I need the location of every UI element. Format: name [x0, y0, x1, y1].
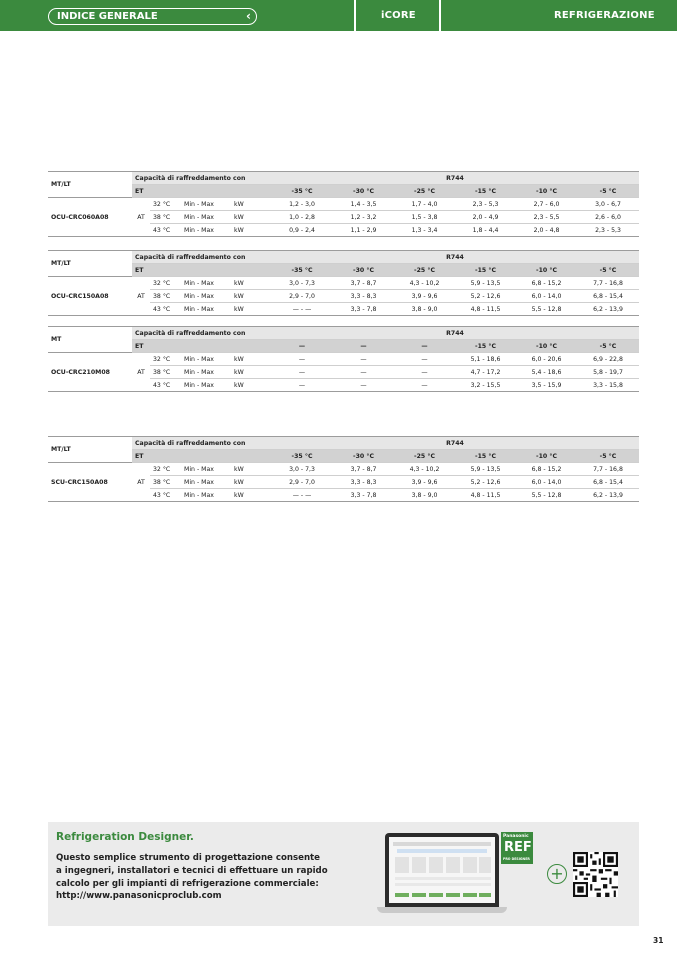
capacity-value: 6,2 - 13,9 — [577, 303, 639, 316]
capacity-value: — — [271, 353, 333, 366]
capacity-value: — - — — [271, 303, 333, 316]
unit-label: kW — [231, 366, 271, 379]
min-max-label: Min - Max — [181, 489, 231, 502]
plus-icon: + — [547, 864, 567, 884]
capacity-value: 5,2 - 12,6 — [455, 476, 516, 489]
model-name: OCU-CRC150A08 — [48, 277, 132, 316]
et-label: ET — [132, 185, 271, 198]
header-divider — [439, 0, 441, 31]
capacity-header-row — [48, 327, 639, 340]
table-row — [48, 277, 639, 290]
laptop-base — [377, 907, 507, 913]
et-label: ET — [132, 450, 271, 463]
promo-link[interactable]: http://www.panasonicproclub.com — [56, 891, 222, 902]
capacity-value: 3,9 - 9,6 — [394, 476, 455, 489]
et-label: ET — [132, 264, 271, 277]
ambient-temp: 38 °C — [150, 290, 181, 303]
capacity-value: 1,8 - 4,4 — [455, 224, 516, 237]
unit-label: kW — [231, 379, 271, 392]
capacity-value: 3,9 - 9,6 — [394, 290, 455, 303]
min-max-label: Min - Max — [181, 353, 231, 366]
unit-label: kW — [231, 463, 271, 476]
capacity-table — [48, 250, 639, 316]
capacity-table — [48, 326, 639, 392]
capacity-value: 7,7 - 16,8 — [577, 277, 639, 290]
capacity-value: 2,3 - 5,3 — [577, 224, 639, 237]
capacity-value: 6,0 - 14,0 — [516, 476, 577, 489]
ref-subtext: PRO DESIGNER — [503, 857, 530, 861]
evaporating-temp: -5 °C — [577, 264, 639, 277]
unit-label: kW — [231, 224, 271, 237]
ambient-temp: 32 °C — [150, 463, 181, 476]
capacity-value: 6,8 - 15,4 — [577, 290, 639, 303]
index-button[interactable] — [48, 8, 257, 25]
capacity-value: — — [394, 379, 455, 392]
ambient-temp: 32 °C — [150, 198, 181, 211]
table-row — [48, 463, 639, 476]
capacity-value: 5,5 - 12,8 — [516, 489, 577, 502]
evaporating-temp: -30 °C — [333, 264, 394, 277]
capacity-value: 2,3 - 5,3 — [455, 198, 516, 211]
capacity-value: — — [333, 366, 394, 379]
ref-text: REF — [504, 840, 532, 855]
capacity-value: 1,0 - 2,8 — [271, 211, 333, 224]
capacity-value: 0,9 - 2,4 — [271, 224, 333, 237]
unit-label: kW — [231, 290, 271, 303]
at-label: AT — [132, 463, 150, 502]
refrigerant-label: R744 — [271, 251, 639, 264]
capacity-value: 6,8 - 15,4 — [577, 476, 639, 489]
capacity-label: Capacità di raffreddamento con — [132, 251, 271, 264]
unit-label: kW — [231, 277, 271, 290]
et-header-row — [48, 264, 639, 277]
capacity-value: 5,9 - 13,5 — [455, 463, 516, 476]
model-name: OCU-CRC210M08 — [48, 353, 132, 392]
capacity-value: 3,3 - 7,8 — [333, 303, 394, 316]
capacity-value: — - — — [271, 489, 333, 502]
capacity-value: 3,8 - 9,0 — [394, 303, 455, 316]
ambient-temp: 38 °C — [150, 211, 181, 224]
capacity-value: 1,3 - 3,4 — [394, 224, 455, 237]
min-max-label: Min - Max — [181, 224, 231, 237]
brand-text: Panasonic — [503, 834, 529, 839]
page-number: 31 — [653, 936, 664, 945]
evaporating-temp: -15 °C — [455, 185, 516, 198]
ambient-temp: 32 °C — [150, 353, 181, 366]
capacity-value: 6,8 - 15,2 — [516, 463, 577, 476]
capacity-value: — — [394, 353, 455, 366]
promo-line: calcolo per gli impianti di refrigerazione commerciale: — [56, 878, 319, 889]
capacity-label: Capacità di raffreddamento con — [132, 172, 271, 185]
capacity-value: 4,3 - 10,2 — [394, 463, 455, 476]
unit-label: kW — [231, 476, 271, 489]
refrigerant-label: R744 — [271, 437, 639, 450]
capacity-value: 5,8 - 19,7 — [577, 366, 639, 379]
min-max-label: Min - Max — [181, 290, 231, 303]
capacity-value: 1,4 - 3,5 — [333, 198, 394, 211]
capacity-value: 5,2 - 12,6 — [455, 290, 516, 303]
category-label: MT — [48, 327, 132, 353]
capacity-value: — — [333, 379, 394, 392]
unit-label: kW — [231, 353, 271, 366]
capacity-value: 6,0 - 20,6 — [516, 353, 577, 366]
capacity-value: 4,8 - 11,5 — [455, 489, 516, 502]
evaporating-temp: -35 °C — [271, 450, 333, 463]
capacity-value: 3,0 - 7,3 — [271, 277, 333, 290]
capacity-value: 5,4 - 18,6 — [516, 366, 577, 379]
evaporating-temp: -10 °C — [516, 450, 577, 463]
capacity-value: 6,0 - 14,0 — [516, 290, 577, 303]
evaporating-temp: -15 °C — [455, 450, 516, 463]
section-refrigerazione[interactable]: REFRIGERAZIONE — [554, 10, 655, 21]
section-icore[interactable]: iCORE — [381, 10, 416, 21]
capacity-value: 2,6 - 6,0 — [577, 211, 639, 224]
min-max-label: Min - Max — [181, 476, 231, 489]
ambient-temp: 43 °C — [150, 303, 181, 316]
qr-code-icon[interactable] — [573, 852, 618, 897]
index-label: INDICE GENERALE — [57, 11, 158, 22]
unit-label: kW — [231, 211, 271, 224]
capacity-value: 3,7 - 8,7 — [333, 277, 394, 290]
min-max-label: Min - Max — [181, 303, 231, 316]
min-max-label: Min - Max — [181, 277, 231, 290]
category-label: MT/LT — [48, 251, 132, 277]
table-row — [48, 353, 639, 366]
capacity-value: 3,2 - 15,5 — [455, 379, 516, 392]
capacity-value: 4,3 - 10,2 — [394, 277, 455, 290]
capacity-value: 6,8 - 15,2 — [516, 277, 577, 290]
capacity-value: 2,0 - 4,9 — [455, 211, 516, 224]
evaporating-temp: -10 °C — [516, 185, 577, 198]
promo-title: Refrigeration Designer. — [56, 831, 194, 843]
capacity-value: 3,5 - 15,9 — [516, 379, 577, 392]
app-screenshot-icon — [389, 837, 495, 903]
evaporating-temp: -10 °C — [516, 264, 577, 277]
evaporating-temp: -5 °C — [577, 340, 639, 353]
evaporating-temp: -30 °C — [333, 450, 394, 463]
et-label: ET — [132, 340, 271, 353]
capacity-value: 6,2 - 13,9 — [577, 489, 639, 502]
category-label: MT/LT — [48, 437, 132, 463]
capacity-value: 1,7 - 4,0 — [394, 198, 455, 211]
capacity-value: 5,9 - 13,5 — [455, 277, 516, 290]
evaporating-temp: -15 °C — [455, 340, 516, 353]
capacity-value: 7,7 - 16,8 — [577, 463, 639, 476]
capacity-value: 1,2 - 3,0 — [271, 198, 333, 211]
screen-content — [389, 837, 495, 903]
table-row — [48, 198, 639, 211]
capacity-label: Capacità di raffreddamento con — [132, 437, 271, 450]
capacity-table — [48, 436, 639, 502]
refrigerant-label: R744 — [271, 327, 639, 340]
capacity-value: 2,7 - 6,0 — [516, 198, 577, 211]
et-header-row — [48, 185, 639, 198]
capacity-value: 3,3 - 7,8 — [333, 489, 394, 502]
ambient-temp: 32 °C — [150, 277, 181, 290]
capacity-value: 1,2 - 3,2 — [333, 211, 394, 224]
capacity-value: 4,7 - 17,2 — [455, 366, 516, 379]
min-max-label: Min - Max — [181, 463, 231, 476]
capacity-value: — — [271, 379, 333, 392]
evaporating-temp: -15 °C — [455, 264, 516, 277]
capacity-value: — — [271, 366, 333, 379]
refrigerant-label: R744 — [271, 172, 639, 185]
capacity-table — [48, 171, 639, 237]
capacity-value: 2,0 - 4,8 — [516, 224, 577, 237]
capacity-header-row — [48, 172, 639, 185]
capacity-value: 3,3 - 15,8 — [577, 379, 639, 392]
laptop-screen — [385, 833, 499, 907]
evaporating-temp: -25 °C — [394, 264, 455, 277]
evaporating-temp: — — [271, 340, 333, 353]
capacity-value: 6,9 - 22,8 — [577, 353, 639, 366]
at-label: AT — [132, 277, 150, 316]
model-name: OCU-CRC060A08 — [48, 198, 132, 237]
et-header-row — [48, 340, 639, 353]
min-max-label: Min - Max — [181, 211, 231, 224]
capacity-value: 3,8 - 9,0 — [394, 489, 455, 502]
model-name: SCU-CRC150A08 — [48, 463, 132, 502]
evaporating-temp: -35 °C — [271, 264, 333, 277]
laptop-image — [377, 833, 507, 919]
evaporating-temp: — — [394, 340, 455, 353]
ref-logo — [501, 832, 533, 864]
ambient-temp: 43 °C — [150, 379, 181, 392]
capacity-value: 5,1 - 18,6 — [455, 353, 516, 366]
capacity-value: 3,3 - 8,3 — [333, 290, 394, 303]
evaporating-temp: -25 °C — [394, 185, 455, 198]
capacity-value: 3,7 - 8,7 — [333, 463, 394, 476]
capacity-value: 3,0 - 6,7 — [577, 198, 639, 211]
evaporating-temp: -5 °C — [577, 185, 639, 198]
ambient-temp: 38 °C — [150, 476, 181, 489]
ambient-temp: 43 °C — [150, 489, 181, 502]
evaporating-temp: -30 °C — [333, 185, 394, 198]
capacity-value: 2,3 - 5,5 — [516, 211, 577, 224]
header-divider — [354, 0, 356, 31]
capacity-value: 3,3 - 8,3 — [333, 476, 394, 489]
capacity-value: — — [333, 353, 394, 366]
promo-line: a ingegneri, installatori e tecnici di effettuare un rapido — [56, 865, 328, 876]
unit-label: kW — [231, 303, 271, 316]
capacity-value: 2,9 - 7,0 — [271, 290, 333, 303]
top-bar — [0, 0, 677, 31]
unit-label: kW — [231, 198, 271, 211]
promo-text — [56, 852, 356, 903]
capacity-value: 2,9 - 7,0 — [271, 476, 333, 489]
evaporating-temp: -25 °C — [394, 450, 455, 463]
capacity-value: 4,8 - 11,5 — [455, 303, 516, 316]
capacity-value: 5,5 - 12,8 — [516, 303, 577, 316]
capacity-header-row — [48, 251, 639, 264]
capacity-value: 1,5 - 3,8 — [394, 211, 455, 224]
evaporating-temp: -5 °C — [577, 450, 639, 463]
capacity-header-row — [48, 437, 639, 450]
min-max-label: Min - Max — [181, 379, 231, 392]
evaporating-temp: -10 °C — [516, 340, 577, 353]
category-label: MT/LT — [48, 172, 132, 198]
back-chevron-icon: ‹ — [246, 9, 251, 23]
evaporating-temp: — — [333, 340, 394, 353]
et-header-row — [48, 450, 639, 463]
capacity-value: 3,0 - 7,3 — [271, 463, 333, 476]
unit-label: kW — [231, 489, 271, 502]
evaporating-temp: -35 °C — [271, 185, 333, 198]
min-max-label: Min - Max — [181, 366, 231, 379]
at-label: AT — [132, 353, 150, 392]
capacity-value: 1,1 - 2,9 — [333, 224, 394, 237]
ambient-temp: 38 °C — [150, 366, 181, 379]
promo-box — [48, 822, 639, 926]
at-label: AT — [132, 198, 150, 237]
capacity-value: — — [394, 366, 455, 379]
min-max-label: Min - Max — [181, 198, 231, 211]
capacity-label: Capacità di raffreddamento con — [132, 327, 271, 340]
ambient-temp: 43 °C — [150, 224, 181, 237]
promo-line: Questo semplice strumento di progettazione consente — [56, 853, 320, 863]
